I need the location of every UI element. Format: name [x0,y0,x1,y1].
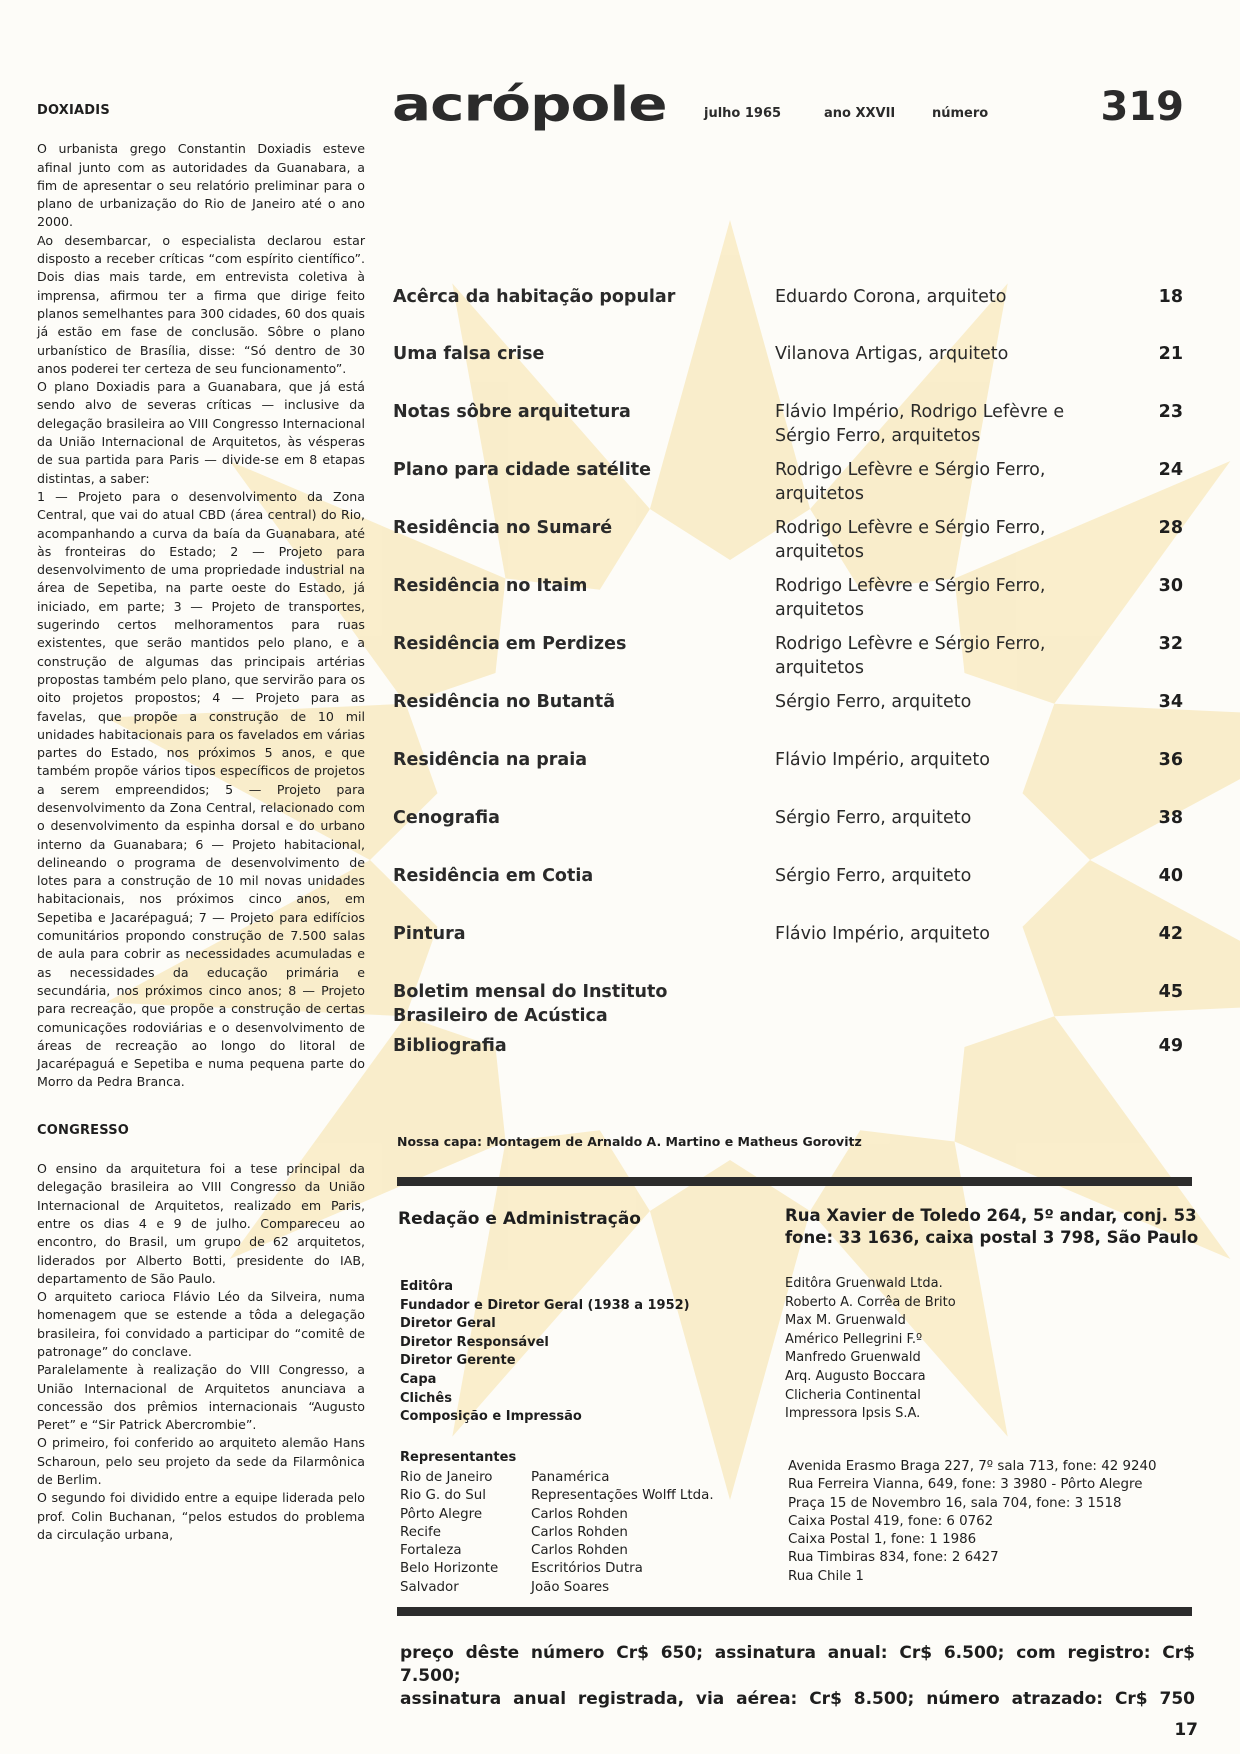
paragraph: O urbanista grego Constantin Doxiadis esteve afinal junto com as autoridades da Guanabara, a fim de apresentar o seu relatório preliminar para o plano de urbanização do Rio de Janeiro até o ano 2000. [37,141,365,230]
toc-page-number: 34 [1158,692,1183,712]
issue-year: ano XXVII [824,106,896,121]
toc-title: Notas sôbre arquitetura [393,402,631,422]
staff-role: Composição e Impressão [400,1409,582,1425]
toc-page-number: 49 [1158,1036,1183,1056]
toc-title: Plano para cidade satélite [393,460,651,480]
paragraph: 1 — Projeto para o desenvolvimento da Zona Central, que vai do atual CBD (área central) do Rio, acompanhando a curva da baía da Guanabara, até às fronteiras do Estado; 2 — Projeto para desenvolvimento de uma propriedade industrial na área de Sepetiba, na parte oeste do Estado, já iniciado, em parte; 3 — Projeto de transportes, sugerindo certos melhoramentos para ruas existentes, que serão mantidos pelo plano, e a construção de algumas das principais artérias propostas também pelo plano, que servirão para os oito projetos propostos; 4 — Projeto para as favelas, que propõe a construção de 10 mil unidades habitacionais para os favelados em várias partes do Estado, nos próximos 5 anos, e que também propõe vários tipos específicos de projetos a serem empreendidos; 5 — Projeto para desenvolvimento da Zona Central, relacionado com o desenvolvimento da espinha dorsal e do urbano interno da Guanabara; 6 — Projeto habitacional, delineando o programa de desenvolvimento de lotes para a construção de 10 mil novas unidades habitacionais, nos próximos cinco anos, em Sepetiba e Jacarépaguá; 7 — Projeto para edifícios comunitários propondo construção de 7.500 salas de aula para cobrir as necessidades acumuladas e as necessidades da educação primária e secundária, nos próximos cinco anos; 8 — Projeto para recreação, que propõe a construção de certas comunicações rodoviárias e o desenvolvimento de áreas de recreação ao longo do litoral de Jacarépaguá e Sepetiba e numa pequena parte do Morro da Pedra Branca. [37,488,365,1090]
toc-page-number: 40 [1158,866,1183,886]
representative-city: Rio de Janeiro [400,1470,493,1485]
staff-name: Impressora Ipsis S.A. [785,1406,921,1422]
staff-role: Diretor Responsável [400,1334,549,1350]
toc-page-number: 36 [1158,750,1183,770]
representative-address: Praça 15 de Novembro 16, sala 704, fone: 3 1518 [788,1495,1122,1511]
issue-number-label: número [932,106,989,121]
watermark-ray [452,283,650,589]
section-title: DOXIADIS [37,103,110,118]
staff-roles [400,1278,690,1427]
section-title: CONGRESSO [37,1122,130,1138]
toc-author: Rodrigo Lefèvre e Sérgio Ferro, arquitetos [775,576,1046,620]
price-line: assinatura anual registrada, via aérea: Cr$ 8.500; número atrazado: Cr$ 750 [400,1689,1195,1709]
staff-name: Roberto A. Corrêa de Brito [785,1294,956,1310]
redacao-label: Redação e Administração [398,1209,641,1229]
staff-names [785,1275,956,1424]
paragraph: O primeiro, foi conferido ao arquiteto alemão Hans Scharoun, pelo seu projeto da sede da Filarmônica de Berlim. [37,1435,365,1488]
paragraph: O arquiteto carioca Flávio Léo da Silveira, numa homenagem que se estende a tôda a delegação brasileira, foi convidado a participar do “comitê de patronage” do conclave. [37,1289,365,1359]
representative-city: Rio G. do Sul [400,1488,487,1504]
representative-address: Caixa Postal 419, fone: 6 0762 [788,1513,994,1529]
toc-title: Cenografia [393,808,500,828]
toc-title: Residência no Sumaré [393,518,613,538]
toc-page-number: 28 [1158,518,1183,538]
representative-cities [400,1469,498,1597]
staff-name: Manfredo Gruenwald [785,1350,921,1366]
staff-name: Clicheria Continental [785,1387,921,1403]
staff-role: Capa [400,1371,437,1387]
representative-agent: Carlos Rohden [531,1543,628,1559]
price-line: preço dêste número Cr$ 650; assinatura anual: Cr$ 6.500; com registro: Cr$ 7.500; [400,1643,1195,1686]
representative-city: Pôrto Alegre [400,1506,483,1522]
representative-agent: Carlos Rohden [531,1506,628,1522]
representatives-title: Representantes [400,1450,517,1465]
representative-city: Belo Horizonte [400,1561,499,1577]
news-column [37,102,365,1544]
toc-page-number: 32 [1158,634,1183,654]
watermark-ray [650,220,810,560]
representative-address: Rua Chile 1 [788,1568,864,1584]
toc-author: Flávio Império, arquiteto [775,750,990,770]
representative-agent: Carlos Rohden [531,1524,628,1540]
address-line: fone: 33 1636, caixa postal 3 798, São Paulo [785,1228,1199,1247]
toc-author: Sérgio Ferro, arquiteto [775,866,972,886]
section-congresso [37,1122,365,1545]
representative-agents [531,1469,714,1597]
representative-city: Salvador [400,1579,459,1595]
toc-author: Eduardo Corona, arquiteto [775,287,1007,307]
toc-page-number: 45 [1158,982,1183,1002]
cover-credit: Nossa capa: Montagem de Arnaldo A. Martino e Matheus Gorovitz [397,1134,862,1149]
toc-author: Rodrigo Lefèvre e Sérgio Ferro, arquitetos [775,460,1046,504]
staff-role: Diretor Geral [400,1316,496,1332]
toc-author: Flávio Império, arquiteto [775,924,990,944]
issue-number: 319 [1100,84,1184,130]
toc-page-number: 30 [1158,576,1183,596]
staff-name: Editôra Gruenwald Ltda. [785,1276,943,1291]
representative-city: Recife [400,1524,441,1540]
toc-title: Residência no Butantã [393,692,616,712]
toc-author: Sérgio Ferro, arquiteto [775,808,972,828]
staff-role: Diretor Gerente [400,1353,516,1369]
paragraph: O ensino da arquitetura foi a tese principal da delegação brasileira ao VIII Congresso da União Internacional de Arquitetos, realizado em Paris, entre os dias 4 e 9 de julho. Compareceu ao encontro, do Brasil, um grupo de 62 arquitetos, liderados por Alberto Botti, presidente do IAB, departamento de São Paulo. [37,1161,365,1286]
toc-author: Sérgio Ferro, arquiteto [775,692,972,712]
staff-role: Fundador e Diretor Geral (1938 a 1952) [400,1297,690,1313]
toc-title: Residência na praia [393,750,588,770]
representative-agent: Representações Wolff Ltda. [531,1488,714,1504]
toc-title: Pintura [393,924,466,944]
divider-rule [397,1177,1192,1186]
toc-title: Acêrca da habitação popular [393,287,676,307]
section-gap [37,1092,365,1122]
staff-role: Clichês [400,1390,452,1406]
toc-title: Bibliografia [393,1036,507,1056]
staff-name: Arq. Augusto Boccara [785,1368,926,1384]
staff-name: Américo Pellegrini F.º [785,1331,923,1347]
representative-addresses [788,1458,1157,1586]
toc-title: Residência no Itaim [393,576,588,596]
staff-name: Max M. Gruenwald [785,1313,906,1329]
address-line: Rua Xavier de Toledo 264, 5º andar, conj. 53 [785,1206,1197,1225]
toc-page-number: 23 [1158,402,1183,422]
representative-address: Rua Ferreira Vianna, 649, fone: 3 3980 - Pôrto Alegre [788,1477,1143,1493]
toc-title: Residência em Perdizes [393,634,627,654]
representative-address: Caixa Postal 1, fone: 1 1986 [788,1532,977,1548]
issue-date: julho 1965 [704,106,782,121]
staff-role: Editôra [400,1279,453,1294]
paragraph: Ao desembarcar, o especialista declarou estar disposto a receber críticas “com espírito científico”. Dois dias mais tarde, em entrevista coletiva à imprensa, afirmou ter a firma que dirige feito planos semelhantes para 300 cidades, 60 dos quais já estão em fase de conclusão. Sôbre o plano urbanístico de Brasília, disse: “Só dentro de 30 anos poderei ter certeza de seu funcionamento”. [37,232,365,376]
representative-agent: Escritórios Dutra [531,1561,643,1577]
toc-author: Rodrigo Lefèvre e Sérgio Ferro, arquitetos [775,518,1046,562]
representative-address: Avenida Erasmo Braga 227, 7º sala 713, fone: 42 9240 [788,1459,1157,1474]
toc-author: Rodrigo Lefèvre e Sérgio Ferro, arquitetos [775,634,1046,678]
toc-title: Boletim mensal do Instituto Brasileiro de Acústica [393,982,668,1026]
divider-rule [397,1607,1192,1616]
toc-page-number: 21 [1158,344,1183,364]
paragraph: O plano Doxiadis para a Guanabara, que já está sendo alvo de severas críticas — inclusive da delegação brasileira ao VIII Congresso Internacional da União Internacional de Arquitetos, às vésperas de sua partida para Paris — divide-se em 8 etapas distintas, a saber: [37,379,365,486]
masthead [392,76,1192,142]
watermark-ray [1023,704,1240,860]
toc-page-number: 38 [1158,808,1183,828]
representative-agent: Panamérica [531,1470,610,1485]
page-number: 17 [1174,1720,1198,1740]
section-doxiadis [37,102,365,1092]
toc-author: Vilanova Artigas, arquiteto [775,344,1009,364]
representative-address: Rua Timbiras 834, fone: 2 6427 [788,1550,999,1566]
toc-page-number: 42 [1158,924,1183,944]
toc-title: Uma falsa crise [393,344,545,364]
subscription-prices [400,1642,1195,1711]
toc-page-number: 18 [1158,287,1183,307]
magazine-logo: acrópole [392,76,667,132]
toc-title: Residência em Cotia [393,866,594,886]
toc-author: Flávio Império, Rodrigo Lefèvre e Sérgio Ferro, arquitetos [775,402,1065,446]
paragraph: Paralelamente à realização do VIII Congresso, a União Internacional de Arquitetos anunciava a concessão dos prêmios internacionais “Augusto Peret” e “Sir Patrick Abercrombie”. [37,1362,365,1433]
paragraph: O segundo foi dividido entre a equipe liderada pelo prof. Colin Buchanan, “pelos estudos do problema da circulação urbana, [37,1490,365,1542]
toc-page-number: 24 [1158,460,1183,480]
representative-city: Fortaleza [400,1543,462,1559]
representative-agent: João Soares [531,1579,610,1595]
redacao-address [785,1205,1198,1249]
